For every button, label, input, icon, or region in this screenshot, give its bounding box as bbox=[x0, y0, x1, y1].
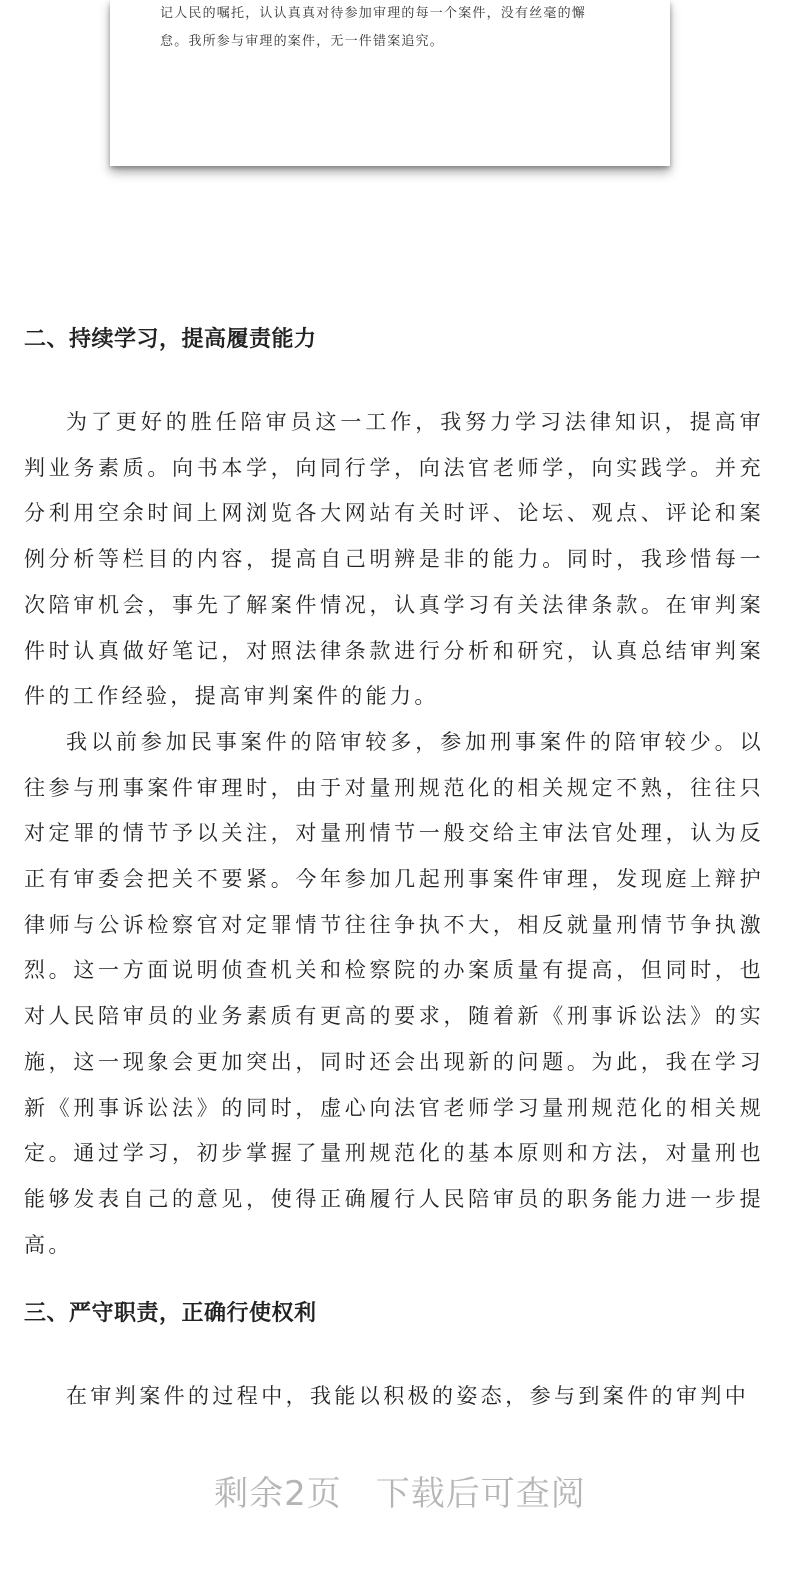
remaining-pages-notice[interactable] bbox=[0, 1466, 800, 1515]
section-heading: 二、持续学习，提高履责能力 bbox=[24, 327, 317, 352]
download-hint-label: 下载后可查阅 bbox=[375, 1474, 586, 1514]
paragraph: 在审判案件的过程中，我能以积极的姿态，参与到案件的审判中 bbox=[66, 1384, 750, 1409]
article-body bbox=[24, 318, 764, 1420]
preview-line: 记人民的嘱托，认认真真对待参加审理的每一个案件，没有丝毫的懈 bbox=[160, 6, 587, 21]
section-heading: 三、严守职责，正确行使权利 bbox=[24, 1301, 317, 1327]
remaining-pages-label: 剩余2页 bbox=[214, 1474, 342, 1514]
paragraph: 我以前参加民事案件的陪审较多，参加刑事案件的陪审较少。以往参与刑事案件审理时，由于对量刑规范化的相关规定不熟，往往只对定罪的情节予以关注，对量刑情节一般交给主审法官处理，认为反正有审委会把关不要紧。今年参加几起刑事案件审理，发现庭上辩护律师与公诉检察官对定罪情节往往争执不大，相反就量刑情节争执激烈。这一方面说明侦查机关和检察院的办案质量有提高，但同时，也对人民陪审员的业务素质有更高的要求，随着新《刑事诉讼法》的实施，这一现象会更加突出，同时还会出现新的问题。为此，我在学习新《刑事诉讼法》的同时，虚心向法官老师学习量刑规范化的相关规定。通过学习，初步掌握了量刑规范化的基本原则和方法，对量刑也能够发表自己的意见，使得正确履行人民陪审员的职务能力进一步提高。 bbox=[24, 729, 764, 1257]
preview-card bbox=[110, 0, 670, 166]
preview-card-text bbox=[160, 0, 640, 56]
preview-line: 怠。我所参与审理的案件，无一件错案追究。 bbox=[160, 34, 445, 49]
paragraph: 为了更好的胜任陪审员这一工作，我努力学习法律知识，提高审判业务素质。向书本学，向同行学，向法官老师学，向实践学。并充分利用空余时间上网浏览各大网站有关时评、论坛、观点、评论和案例分析等栏目的内容，提高自己明辨是非的能力。同时，我珍惜每一次陪审机会，事先了解案件情况，认真学习有关法律条款。在审判案件时认真做好笔记，对照法律条款进行分析和研究，认真总结审判案件的工作经验，提高审判案件的能力。 bbox=[24, 410, 764, 709]
